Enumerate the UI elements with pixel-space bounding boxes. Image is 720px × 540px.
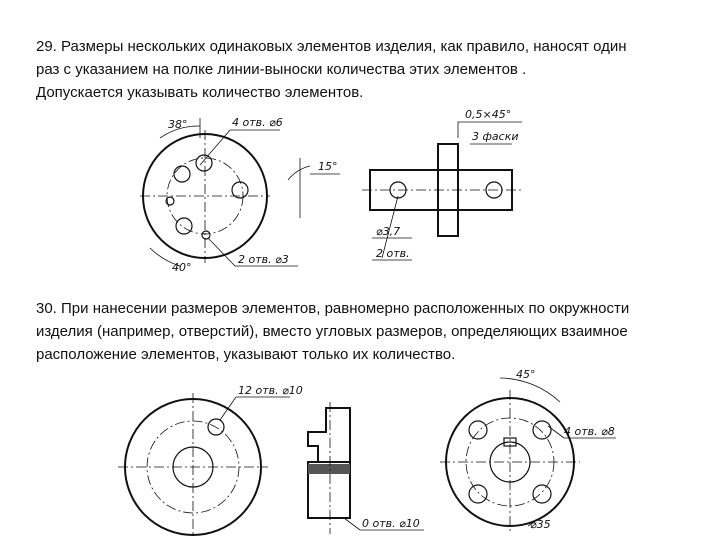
angle-38-label: 38° <box>168 118 188 131</box>
small-hole-2 <box>202 231 210 239</box>
holes-4-label: 4 отв. ⌀6 <box>232 116 283 129</box>
holes-2-label: 2 отв. ⌀3 <box>238 253 289 266</box>
section-30-line-1: 30. При нанесении размеров элементов, равномерно расположенных по окружности <box>36 300 630 317</box>
holes-12-label: 12 отв. ⌀10 <box>238 384 303 397</box>
section-29-line-3: Допускается указывать количество элементов. <box>36 84 364 101</box>
holes-0-label: 0 отв. ⌀10 <box>362 517 420 530</box>
hole-1 <box>174 166 190 182</box>
drawing-shaft <box>362 108 532 273</box>
disc4-hole-4 <box>533 485 551 503</box>
section-30-text <box>36 297 629 366</box>
hole-4 <box>176 218 192 234</box>
hole-dia-label: ⌀3,7 <box>376 225 401 238</box>
section-30-line-3: расположение элементов, указывают только их количество. <box>36 346 456 363</box>
section-29-line-2: раз с указанием на полке линии-выноски количества этих элементов . <box>36 61 527 78</box>
chamfer-count-label: 3 фаски <box>472 130 519 143</box>
angle-15-label: 15° <box>318 160 338 173</box>
disc4-hole-3 <box>469 485 487 503</box>
profile-hatch <box>308 464 350 474</box>
disc4-hole-1 <box>469 421 487 439</box>
profile-upper <box>308 408 350 462</box>
chamfer-label: 0,5×45° <box>465 108 512 121</box>
angle-45-label: 45° <box>516 368 536 381</box>
section-29-text <box>36 35 627 104</box>
disc4-hole-2 <box>533 421 551 439</box>
hole-count-label: 2 отв. <box>376 247 410 260</box>
drawing-disc-4-holes <box>440 368 620 536</box>
drawing-disc-holes <box>140 108 340 283</box>
holes-4-label-2: 4 отв. ⌀8 <box>564 425 615 438</box>
hole-2 <box>196 155 212 171</box>
dia-35-label: ⌀35 <box>530 518 551 531</box>
section-29-line-1: 29. Размеры нескольких одинаковых элементов изделия, как правило, наносят один <box>36 38 627 55</box>
section-30-line-2: изделия (например, отверстий), вместо угловых размеров, определяющих взаимное <box>36 323 628 340</box>
drawing-disc-12-holes <box>118 384 303 535</box>
drawing-section-profile <box>300 402 430 534</box>
angle-40-label: 40° <box>172 261 192 274</box>
